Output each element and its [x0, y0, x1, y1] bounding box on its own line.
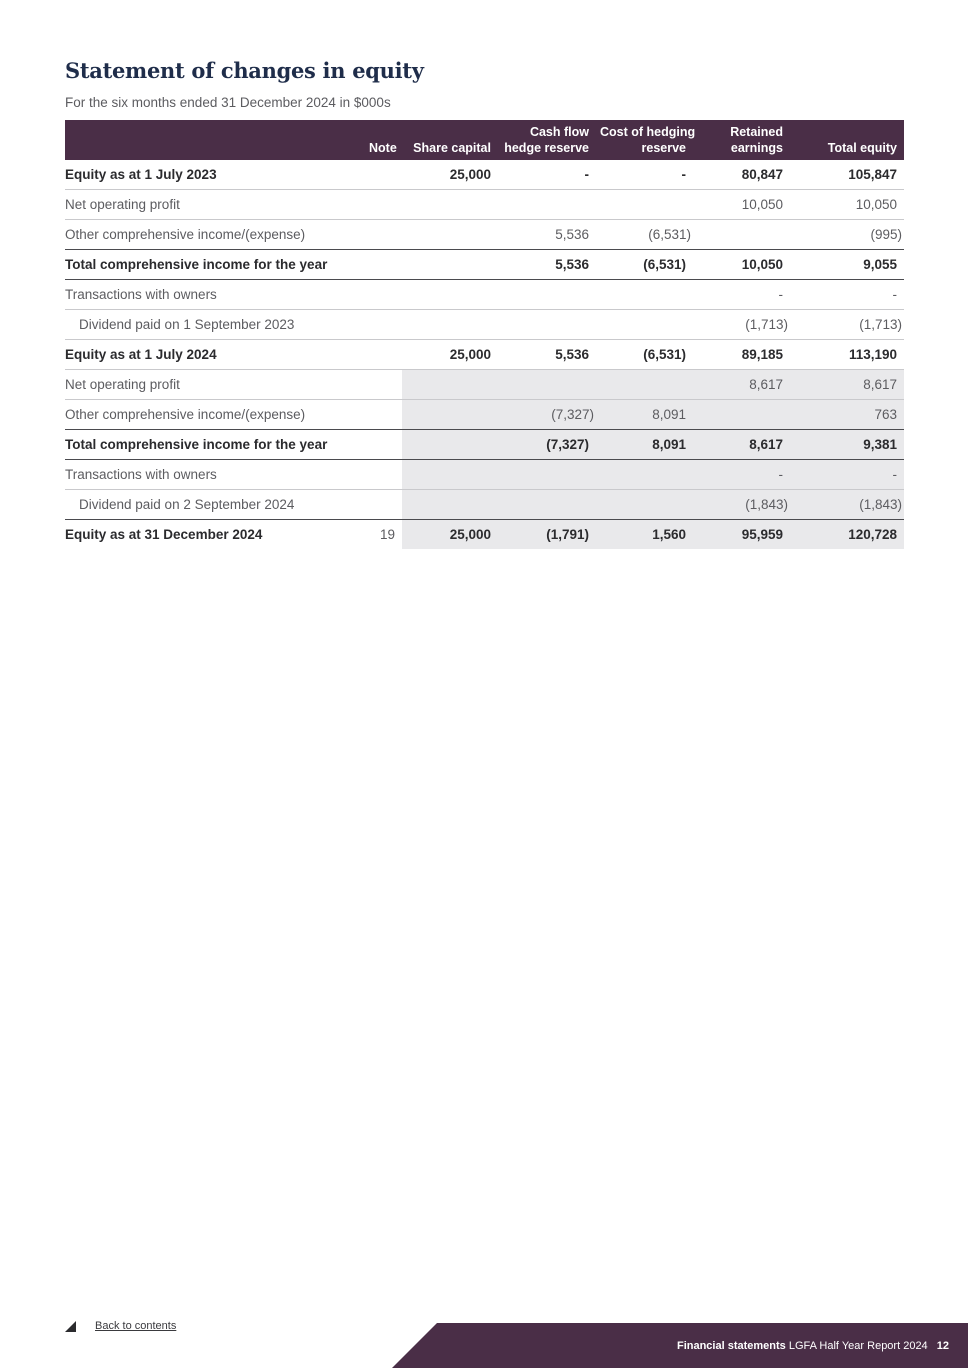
page-title: Statement of changes in equity: [65, 58, 424, 83]
cell-coh: [596, 370, 693, 400]
cell-cfh: [498, 190, 596, 220]
page-subtitle: For the six months ended 31 December 2024 in $000s: [65, 95, 391, 110]
cell-ret: 95,959: [693, 520, 790, 550]
cell-share: [402, 250, 498, 280]
cell-label: Net operating profit: [65, 190, 365, 220]
header-share-capital: Share capital: [402, 120, 498, 160]
page-number: 12: [936, 1340, 949, 1352]
cell-share: [402, 400, 498, 430]
cell-share: 25,000: [402, 160, 498, 190]
cell-cfh: 5,536: [498, 220, 596, 250]
table-row: [65, 220, 904, 250]
cell-tot: (995): [790, 220, 904, 250]
cell-note: [365, 280, 402, 310]
header-note: Note: [365, 120, 402, 160]
triangle-icon: [65, 1321, 76, 1332]
cell-cfh: 5,536: [498, 340, 596, 370]
cell-label: Dividend paid on 2 September 2024: [65, 490, 365, 520]
cell-cfh: [498, 460, 596, 490]
table-row: [65, 520, 904, 550]
cell-tot: -: [790, 460, 904, 490]
cell-ret: [693, 220, 790, 250]
cell-tot: 120,728: [790, 520, 904, 550]
table-row: [65, 190, 904, 220]
cell-cfh: -: [498, 160, 596, 190]
cell-ret: -: [693, 460, 790, 490]
cell-tot: 105,847: [790, 160, 904, 190]
cell-coh: (6,531): [596, 340, 693, 370]
cell-coh: [596, 310, 693, 340]
header-total-equity: Total equity: [790, 120, 904, 160]
cell-coh: (6,531): [596, 220, 693, 250]
cell-ret: 8,617: [693, 370, 790, 400]
cell-tot: 10,050: [790, 190, 904, 220]
cell-coh: 1,560: [596, 520, 693, 550]
cell-coh: (6,531): [596, 250, 693, 280]
table-row: [65, 310, 904, 340]
cell-ret: 10,050: [693, 250, 790, 280]
cell-ret: -: [693, 280, 790, 310]
cell-label: Transactions with owners: [65, 280, 365, 310]
cell-share: [402, 190, 498, 220]
cell-tot: 9,055: [790, 250, 904, 280]
cell-cfh: [498, 490, 596, 520]
cell-coh: -: [596, 160, 693, 190]
cell-label: Net operating profit: [65, 370, 365, 400]
cell-note: [365, 220, 402, 250]
cell-ret: [693, 400, 790, 430]
table-row: [65, 340, 904, 370]
cell-share: [402, 280, 498, 310]
footer-report: LGFA Half Year Report 2024: [788, 1340, 928, 1352]
table-header-row: [65, 120, 904, 160]
cell-tot: (1,843): [790, 490, 904, 520]
cell-note: [365, 250, 402, 280]
cell-share: [402, 460, 498, 490]
cell-coh: 8,091: [596, 400, 693, 430]
footer-section: Financial statements: [676, 1340, 786, 1352]
cell-note: [365, 430, 402, 460]
cell-note: [365, 490, 402, 520]
cell-note: [365, 310, 402, 340]
cell-label: Other comprehensive income/(expense): [65, 220, 365, 250]
cell-tot: 8,617: [790, 370, 904, 400]
cell-ret: (1,843): [693, 490, 790, 520]
cell-share: 25,000: [402, 340, 498, 370]
table-row: [65, 370, 904, 400]
cell-tot: 9,381: [790, 430, 904, 460]
equity-table: [65, 120, 904, 549]
table-row: [65, 250, 904, 280]
cell-note: [365, 460, 402, 490]
cell-tot: -: [790, 280, 904, 310]
cell-label: Equity as at 1 July 2024: [65, 340, 365, 370]
cell-cfh: [498, 370, 596, 400]
cell-ret: 10,050: [693, 190, 790, 220]
header-label: [65, 120, 365, 160]
cell-cfh: [498, 310, 596, 340]
cell-share: [402, 430, 498, 460]
cell-label: Equity as at 31 December 2024: [65, 527, 263, 542]
table-row: [65, 280, 904, 310]
cell-coh: [596, 280, 693, 310]
cell-cfh: [498, 280, 596, 310]
back-to-contents-link[interactable]: [65, 1320, 176, 1332]
header-retained-earnings: Retained earnings: [693, 120, 790, 160]
cell-note: [365, 400, 402, 430]
cell-label: Dividend paid on 1 September 2023: [65, 310, 365, 340]
cell-note: [365, 160, 402, 190]
cell-tot: 113,190: [790, 340, 904, 370]
table-row: [65, 460, 904, 490]
cell-label: Total comprehensive income for the year: [65, 430, 365, 460]
cell-note: 19: [379, 527, 395, 542]
cell-note: [365, 340, 402, 370]
cell-note: [365, 190, 402, 220]
cell-tot: (1,713): [790, 310, 904, 340]
cell-coh: 8,091: [596, 430, 693, 460]
table-row: [65, 490, 904, 520]
cell-share: [402, 220, 498, 250]
cell-share: 25,000: [402, 520, 498, 550]
back-to-contents-label[interactable]: Back to contents: [95, 1320, 177, 1332]
cell-label: Other comprehensive income/(expense): [65, 400, 365, 430]
cell-cfh: 5,536: [498, 250, 596, 280]
cell-label: Total comprehensive income for the year: [65, 250, 365, 280]
cell-ret: 89,185: [693, 340, 790, 370]
cell-cfh: (7,327): [498, 430, 596, 460]
table-row: [65, 160, 904, 190]
table-row: [65, 430, 904, 460]
cell-tot: 763: [790, 400, 904, 430]
header-cash-flow-hedge-reserve: Cash flow hedge reserve: [498, 120, 596, 160]
cell-share: [402, 370, 498, 400]
cell-note: [365, 370, 402, 400]
cell-ret: 80,847: [693, 160, 790, 190]
header-cost-of-hedging-reserve: Cost of hedging reserve: [596, 120, 693, 160]
cell-coh: [596, 490, 693, 520]
cell-ret: 8,617: [693, 430, 790, 460]
cell-cfh: (1,791): [498, 520, 596, 550]
cell-share: [402, 490, 498, 520]
cell-coh: [596, 460, 693, 490]
footer-text: [677, 1340, 949, 1352]
table-row: [65, 400, 904, 430]
cell-cfh: (7,327): [498, 400, 596, 430]
cell-share: [402, 310, 498, 340]
cell-coh: [596, 190, 693, 220]
cell-ret: (1,713): [693, 310, 790, 340]
cell-label: Transactions with owners: [65, 460, 365, 490]
cell-label: Equity as at 1 July 2023: [65, 160, 365, 190]
